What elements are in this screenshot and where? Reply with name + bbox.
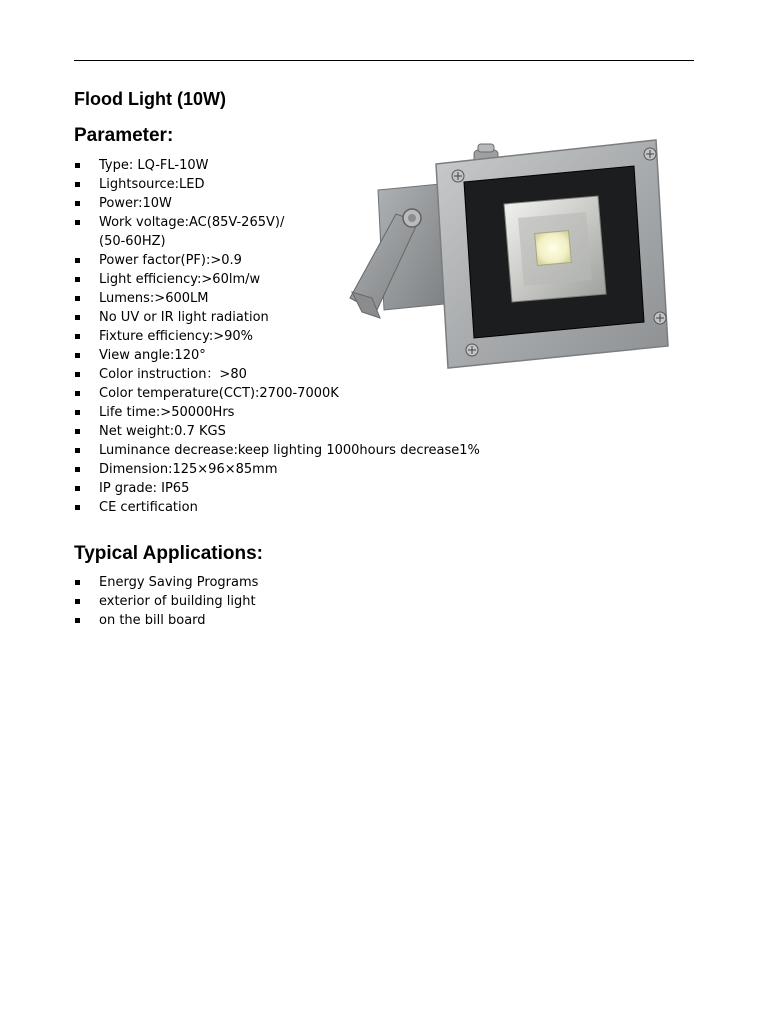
bullet-icon [75,258,80,263]
bullet-icon [75,220,80,225]
bullet-icon [75,163,80,168]
applications-list [74,573,554,630]
bullet-icon [75,599,80,604]
list-item [74,403,554,422]
bullet-icon [75,353,80,358]
list-item-text: View angle:120° [99,348,206,363]
applications-heading: Typical Applications: [74,543,263,564]
bullet-icon [75,201,80,206]
list-item-text: IP grade: IP65 [99,481,190,496]
bullet-icon [75,505,80,510]
list-item-text: Lightsource:LED [99,177,205,192]
parameter-heading: Parameter: [74,125,174,146]
list-item-text: Power factor(PF):>0.9 [99,253,242,268]
bullet-icon [75,334,80,339]
list-item [74,441,554,460]
list-item [74,611,554,630]
header-rule [74,60,694,61]
list-item-text: exterior of building light [99,594,256,609]
list-item-text: Energy Saving Programs [99,575,259,590]
bullet-icon [75,372,80,377]
list-item-text: No UV or IR light radiation [99,310,269,325]
bullet-icon [75,315,80,320]
list-item [74,422,554,441]
list-item-text: Life time:>50000Hrs [99,405,235,420]
list-item-text: Color instruction：>80 [99,367,247,382]
list-item [74,460,554,479]
list-item-text: Net weight:0.7 KGS [99,424,226,439]
list-item-text: Lumens:>600LM [99,291,209,306]
list-item [74,592,554,611]
list-item-text: CE certification [99,500,198,515]
bullet-icon [75,486,80,491]
list-item [74,479,554,498]
list-item [74,498,554,517]
bullet-icon [75,467,80,472]
bullet-icon [75,580,80,585]
list-item-text: Work voltage:AC(85V-265V)/ (50-60HZ) [99,215,285,249]
bullet-icon [75,182,80,187]
bullet-icon [75,296,80,301]
list-item [74,573,554,592]
bullet-icon [75,429,80,434]
flood-light-photo [332,122,692,370]
list-item [74,384,554,403]
document-title: Flood Light (10W) [74,89,226,109]
bullet-icon [75,391,80,396]
list-item-text: Type: LQ-FL-10W [99,158,209,173]
bullet-icon [75,410,80,415]
list-item-text: Power:10W [99,196,172,211]
bullet-icon [75,618,80,623]
list-item-text: Color temperature(CCT):2700-7000K [99,386,339,401]
bullet-icon [75,448,80,453]
list-item-text: on the bill board [99,613,206,628]
list-item-text: Fixture efficiency:>90% [99,329,253,344]
bullet-icon [75,277,80,282]
list-item-text: Dimension:125×96×85mm [99,462,278,477]
list-item-text: Luminance decrease:keep lighting 1000hours decrease1% [99,443,480,458]
list-item-text: Light efficiency:>60lm/w [99,272,261,287]
